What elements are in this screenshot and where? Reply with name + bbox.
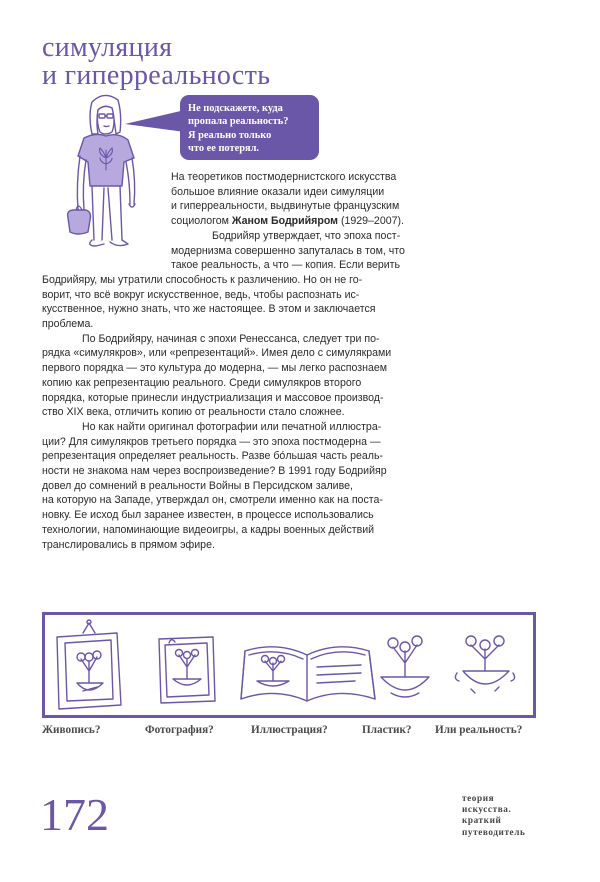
body-line: ности не знакома нам через воспроизведение? В 1991 году Бодрийяр xyxy=(42,465,387,477)
author-name: Жаном Бодрийяром xyxy=(231,215,338,228)
illustration-strip-drawing xyxy=(45,615,533,715)
body-text-segment: социологом xyxy=(171,215,232,228)
chapter-title-line-2: и гиперреальность xyxy=(42,60,271,91)
body-line: ворит, что всё вокруг искусственное, ведь, чтобы распознать ис- xyxy=(42,288,360,301)
body-line xyxy=(171,214,404,229)
body-line: По Бодрийяру, начиная с эпохи Ренессанса, следует три по- xyxy=(82,332,380,345)
body-line: транслировались в прямом эфире. xyxy=(42,538,215,551)
body-line: ции? Для симулякров третьего порядка — это эпоха постмодерна — xyxy=(42,435,381,448)
page-number: 172 xyxy=(40,789,109,840)
caption-illustration: Иллюстрация? xyxy=(251,724,328,736)
framed-painting-icon xyxy=(57,620,121,709)
speech-line: пропала реальность? xyxy=(188,116,289,128)
caption-plastic: Пластик? xyxy=(362,724,412,736)
series-title-line: краткий xyxy=(462,815,502,826)
body-line: кусственное, нужно знать, что же настоящее. В этом и заключается xyxy=(42,303,376,316)
strip-captions xyxy=(0,724,600,744)
body-line: порядка, которые принесли индустриализация и массовое производ- xyxy=(42,391,384,404)
illustration-strip xyxy=(42,612,536,718)
body-line: Но как найти оригинал фотографии или печатной иллюстра- xyxy=(82,420,382,433)
body-line: первого порядка — это культура до модерна, — мы легко распознаем xyxy=(42,362,388,375)
series-title-line: теория xyxy=(462,793,495,803)
speech-line: Я реально только xyxy=(188,129,272,141)
body-line: репрезентация определяет реальность. Разве бо́льшая часть реаль- xyxy=(42,450,384,463)
body-line: модернизма совершенно запуталась в том, что xyxy=(171,244,405,257)
body-line: технологии, напоминающие видеоигры, а кадры военных действий xyxy=(42,523,375,536)
body-line: копию как репрезентацию реального. Среди симулякров второго xyxy=(42,376,362,389)
series-title xyxy=(462,793,525,838)
body-line: ство XIX века, отличить копию от реальности стало сложнее. xyxy=(42,406,345,419)
body-line: довел до сомнений в реальности Войны в Персидском заливе, xyxy=(42,479,353,492)
body-line: На теоретиков постмодернистского искусства xyxy=(171,171,397,183)
caption-photograph: Фотография? xyxy=(145,724,214,736)
body-line: Бодрийяр утверждает, что эпоха пост- xyxy=(212,229,401,242)
body-text-segment: (1929–2007). xyxy=(338,215,404,228)
speech-bubble-text xyxy=(188,102,316,156)
chapter-title-line-1: симуляция xyxy=(42,32,173,63)
body-line: Бодрийяру, мы утратили способность к различению. Но он не го- xyxy=(42,273,363,286)
body-line: большое влияние оказали идеи симуляции xyxy=(171,185,385,198)
plastic-flowers-icon xyxy=(381,636,429,697)
open-book-icon xyxy=(241,647,375,701)
series-title-line: путеводитель xyxy=(462,826,526,837)
body-line: такое реальность, а что — копия. Если верить xyxy=(171,259,401,272)
photograph-icon xyxy=(159,637,215,703)
body-line: на которую на Западе, утверждал он, смотрели именно как на поста- xyxy=(42,494,383,507)
speech-bubble-tail xyxy=(125,110,185,134)
body-line: проблема. xyxy=(42,318,94,330)
speech-line: что ее потерял. xyxy=(188,143,260,155)
speech-line: Не подскажете, куда xyxy=(188,103,283,114)
body-line: и гиперреальности, выдвинутые французским xyxy=(171,200,400,213)
body-line: рядка «симулякров», или «репрезентаций». Имея дело с симулякрами xyxy=(42,347,392,360)
body-line: новку. Ее исход был заранее известен, в процессе использовались xyxy=(42,509,374,522)
caption-painting: Живопись? xyxy=(42,724,101,736)
caption-reality: Или реальность? xyxy=(435,724,523,736)
real-flowers-icon xyxy=(455,636,514,693)
chapter-title xyxy=(42,34,270,90)
series-title-line: искусства. xyxy=(462,804,512,815)
